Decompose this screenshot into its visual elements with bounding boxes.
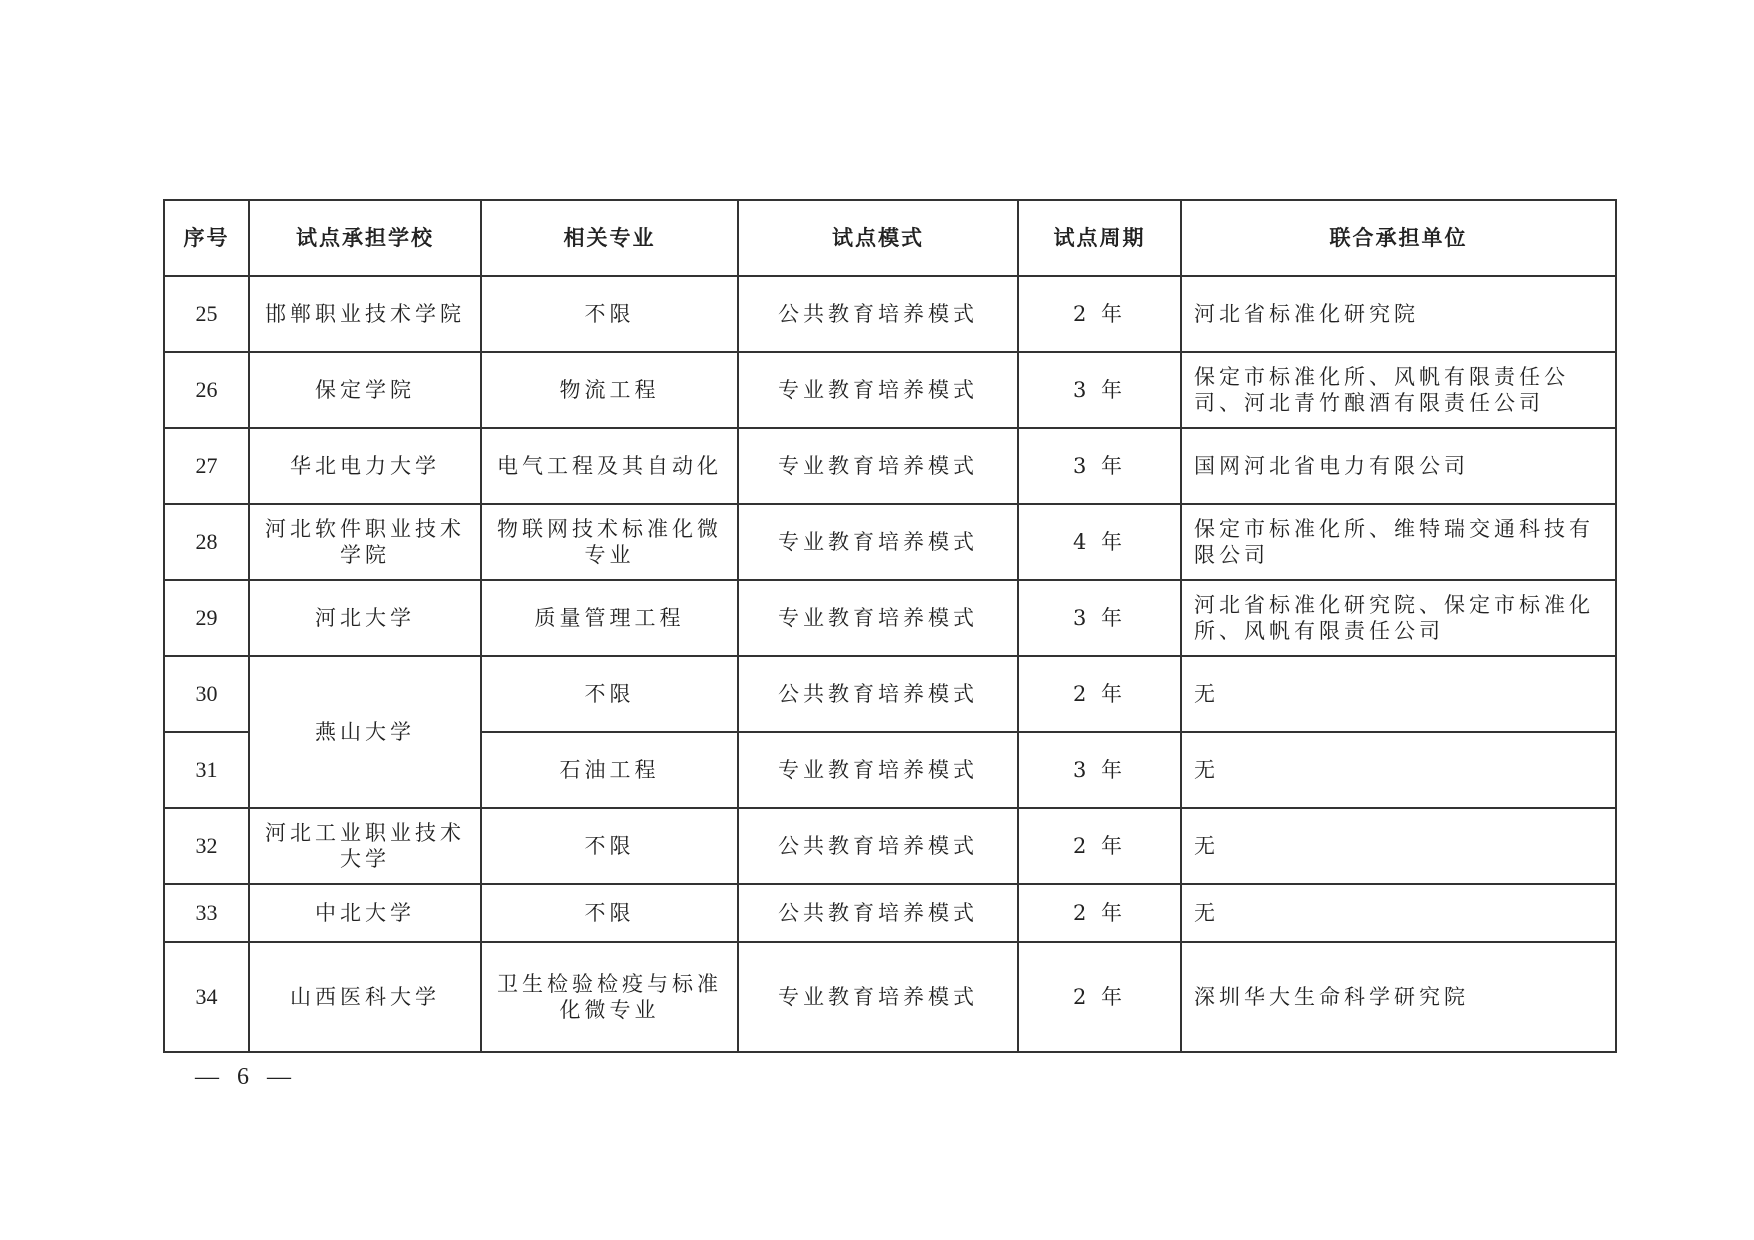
table-row xyxy=(164,580,1616,656)
cell-mode: 公共教育培养模式 xyxy=(738,884,1018,942)
table-row xyxy=(164,352,1616,428)
cell-no: 30 xyxy=(164,656,249,732)
table-row xyxy=(164,428,1616,504)
cell-school: 河北大学 xyxy=(249,580,481,656)
cell-period: 2 年 xyxy=(1018,808,1181,884)
cell-partner: 无 xyxy=(1181,656,1616,732)
cell-major: 质量管理工程 xyxy=(481,580,738,656)
cell-mode: 专业教育培养模式 xyxy=(738,428,1018,504)
cell-school: 中北大学 xyxy=(249,884,481,942)
cell-no: 25 xyxy=(164,276,249,352)
header-mode: 试点模式 xyxy=(738,200,1018,276)
cell-major: 不限 xyxy=(481,884,738,942)
page-number: — 6 — xyxy=(195,1064,297,1090)
header-no: 序号 xyxy=(164,200,249,276)
cell-partner: 深圳华大生命科学研究院 xyxy=(1181,942,1616,1052)
cell-partner: 国网河北省电力有限公司 xyxy=(1181,428,1616,504)
cell-period: 2 年 xyxy=(1018,884,1181,942)
cell-no: 29 xyxy=(164,580,249,656)
cell-mode: 专业教育培养模式 xyxy=(738,580,1018,656)
cell-mode: 公共教育培养模式 xyxy=(738,276,1018,352)
cell-partner: 保定市标准化所、维特瑞交通科技有限公司 xyxy=(1181,504,1616,580)
cell-period: 3 年 xyxy=(1018,580,1181,656)
table-row xyxy=(164,808,1616,884)
table-header-row xyxy=(164,200,1616,276)
cell-major: 不限 xyxy=(481,656,738,732)
cell-mode: 专业教育培养模式 xyxy=(738,732,1018,808)
cell-mode: 公共教育培养模式 xyxy=(738,656,1018,732)
cell-period: 2 年 xyxy=(1018,656,1181,732)
cell-mode: 公共教育培养模式 xyxy=(738,808,1018,884)
table-row xyxy=(164,884,1616,942)
header-school: 试点承担学校 xyxy=(249,200,481,276)
cell-period: 2 年 xyxy=(1018,942,1181,1052)
cell-partner: 无 xyxy=(1181,884,1616,942)
cell-period: 4 年 xyxy=(1018,504,1181,580)
cell-mode: 专业教育培养模式 xyxy=(738,942,1018,1052)
header-major: 相关专业 xyxy=(481,200,738,276)
table-row xyxy=(164,656,1616,732)
cell-major: 卫生检验检疫与标准化微专业 xyxy=(481,942,738,1052)
cell-mode: 专业教育培养模式 xyxy=(738,504,1018,580)
cell-major: 物流工程 xyxy=(481,352,738,428)
cell-school: 山西医科大学 xyxy=(249,942,481,1052)
cell-period: 3 年 xyxy=(1018,352,1181,428)
cell-school: 邯郸职业技术学院 xyxy=(249,276,481,352)
cell-partner: 保定市标准化所、风帆有限责任公司、河北青竹酿酒有限责任公司 xyxy=(1181,352,1616,428)
cell-partner: 河北省标准化研究院 xyxy=(1181,276,1616,352)
cell-partner: 无 xyxy=(1181,732,1616,808)
cell-no: 26 xyxy=(164,352,249,428)
cell-no: 32 xyxy=(164,808,249,884)
cell-school: 保定学院 xyxy=(249,352,481,428)
cell-no: 31 xyxy=(164,732,249,808)
table-row xyxy=(164,276,1616,352)
cell-no: 27 xyxy=(164,428,249,504)
table-row xyxy=(164,942,1616,1052)
table-row xyxy=(164,504,1616,580)
cell-major: 石油工程 xyxy=(481,732,738,808)
cell-partner: 河北省标准化研究院、保定市标准化所、风帆有限责任公司 xyxy=(1181,580,1616,656)
header-period: 试点周期 xyxy=(1018,200,1181,276)
cell-school: 河北工业职业技术大学 xyxy=(249,808,481,884)
cell-no: 33 xyxy=(164,884,249,942)
cell-period: 3 年 xyxy=(1018,732,1181,808)
cell-period: 3 年 xyxy=(1018,428,1181,504)
cell-no: 34 xyxy=(164,942,249,1052)
cell-school: 燕山大学 xyxy=(249,656,481,808)
cell-school: 华北电力大学 xyxy=(249,428,481,504)
cell-partner: 无 xyxy=(1181,808,1616,884)
cell-major: 不限 xyxy=(481,276,738,352)
cell-no: 28 xyxy=(164,504,249,580)
cell-major: 不限 xyxy=(481,808,738,884)
cell-major: 电气工程及其自动化 xyxy=(481,428,738,504)
pilot-table xyxy=(163,199,1617,1053)
cell-school: 河北软件职业技术学院 xyxy=(249,504,481,580)
cell-major: 物联网技术标准化微专业 xyxy=(481,504,738,580)
cell-period: 2 年 xyxy=(1018,276,1181,352)
cell-mode: 专业教育培养模式 xyxy=(738,352,1018,428)
header-partner: 联合承担单位 xyxy=(1181,200,1616,276)
